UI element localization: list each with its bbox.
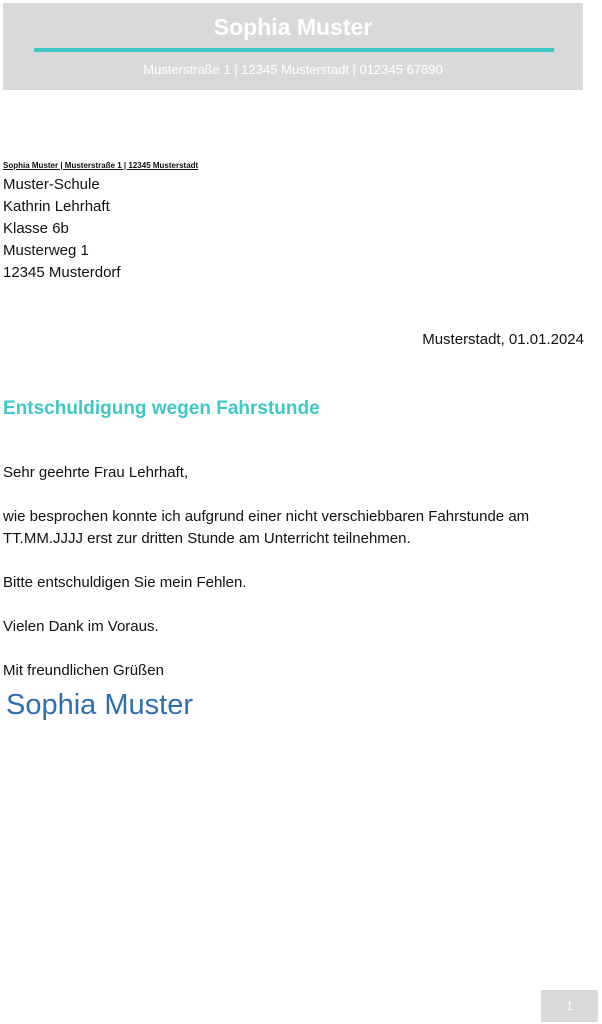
- letter-subject: Entschuldigung wegen Fahrstunde: [3, 398, 320, 419]
- letterhead: [3, 3, 583, 90]
- recipient-line: Klasse 6b: [3, 220, 69, 237]
- closing-phrase: Mit freundlichen Grüßen: [3, 662, 164, 679]
- letterhead-divider: [34, 48, 554, 52]
- recipient-address: [3, 174, 121, 284]
- page-number: 1: [566, 999, 573, 1013]
- salutation: Sehr geehrte Frau Lehrhaft,: [3, 464, 189, 481]
- recipient-line: Kathrin Lehrhaft: [3, 198, 110, 215]
- recipient-line: 12345 Musterdorf: [3, 264, 121, 281]
- recipient-line: Musterweg 1: [3, 242, 89, 259]
- recipient-line: Muster-Schule: [3, 176, 100, 193]
- letterhead-contact: Musterstraße 1 | 12345 Musterstadt | 012345 67890: [143, 62, 443, 77]
- page-number-box: [541, 990, 598, 1022]
- place-and-date: Musterstadt, 01.01.2024: [422, 331, 584, 348]
- letterhead-name: Sophia Muster: [213, 14, 373, 40]
- body-paragraph: Vielen Dank im Voraus.: [3, 618, 159, 635]
- sender-return-address: Sophia Muster | Musterstraße 1 | 12345 Musterstadt: [3, 161, 199, 170]
- signature: Sophia Muster: [6, 689, 193, 721]
- body-paragraph: Bitte entschuldigen Sie mein Fehlen.: [3, 574, 247, 591]
- body-paragraph: wie besprochen konnte ich aufgrund einer nicht verschiebbaren Fahrstunde am TT.MM.JJJJ erst zur dritten Stunde am Unterricht teilnehmen.: [3, 508, 530, 547]
